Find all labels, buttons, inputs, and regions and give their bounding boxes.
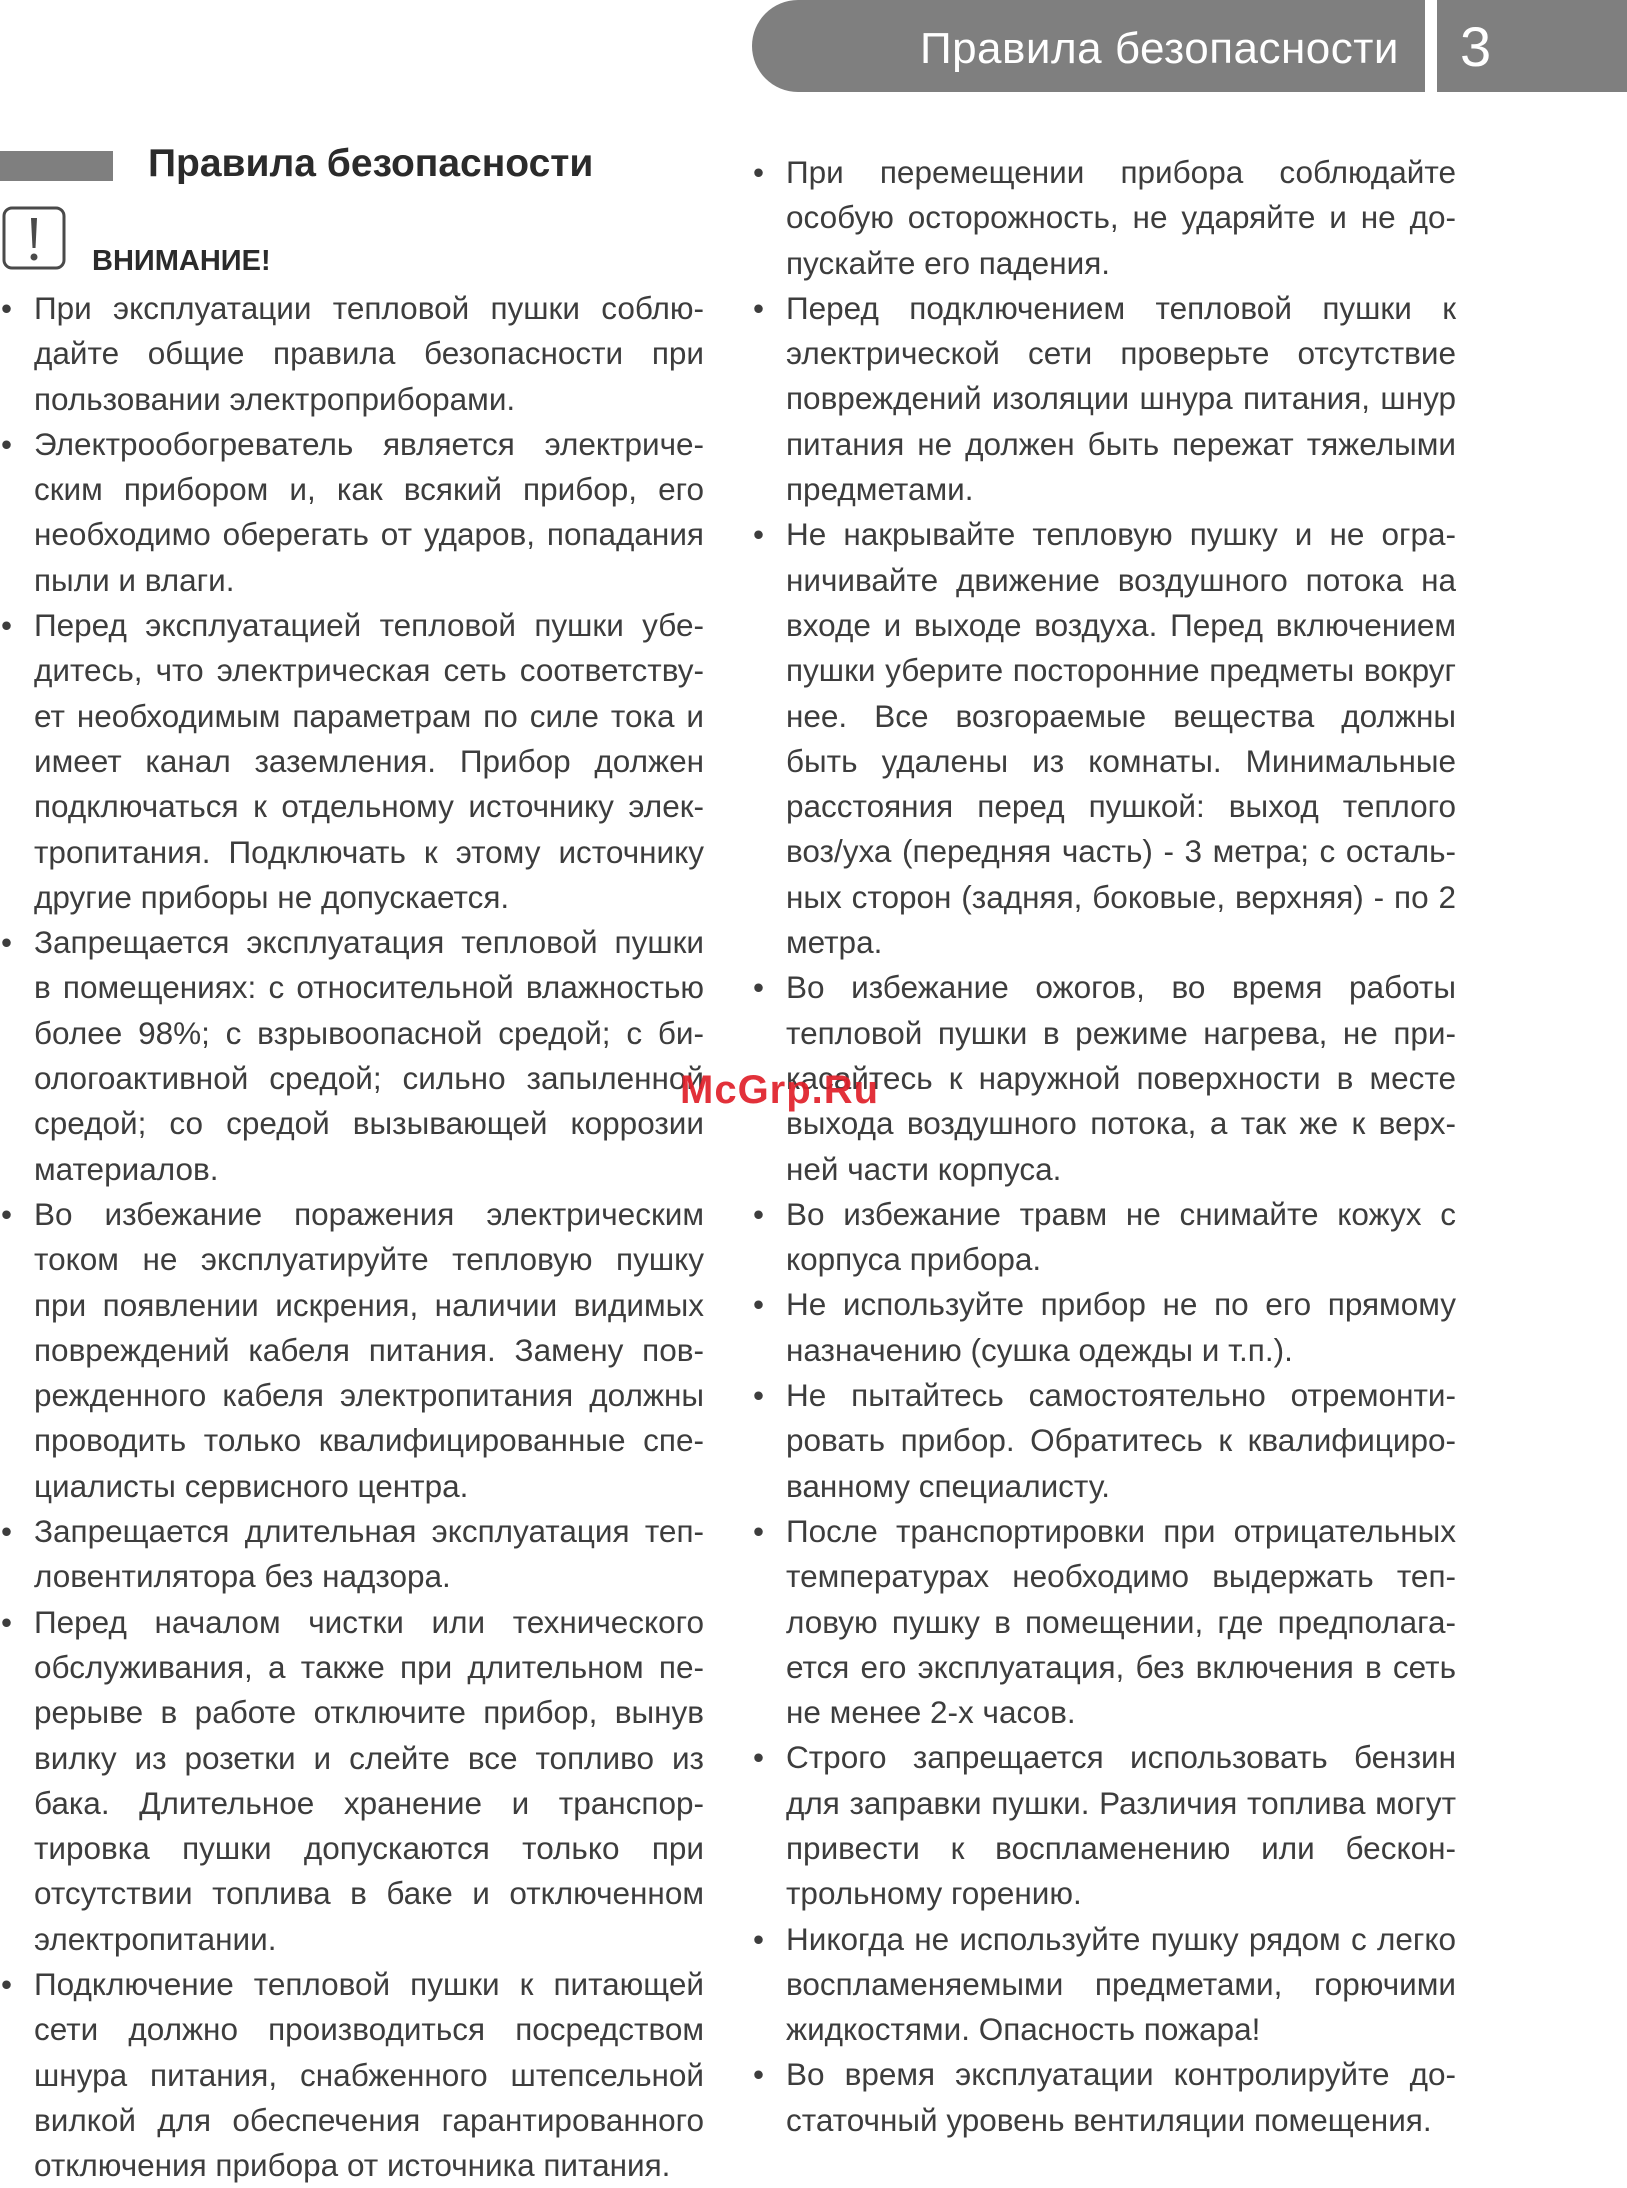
list-item — [0, 1600, 704, 1962]
list-item-text: Во избежание травм не снимайте кожух с корпуса прибора. — [786, 1195, 1456, 1278]
bullet-icon: • — [1, 290, 13, 326]
list-item-text: Не пытайтесь самостоятельно отремонтировать прибор. Обратитесь к квалифицированному специалисту. — [786, 1377, 1456, 1504]
bullet-icon: • — [1, 425, 13, 462]
list-item — [752, 512, 1456, 965]
list-item — [0, 920, 704, 1192]
list-item — [752, 150, 1456, 286]
list-item-text: Запрещается длительная эксплуатация тепловентилятора без надзора. — [34, 1513, 704, 1595]
list-item — [752, 1282, 1456, 1373]
list-item — [752, 286, 1456, 512]
list-item — [752, 1917, 1456, 2053]
list-item-text: Во время эксплуатации контролируйте до-статочный уровень вентиляции помещения. — [786, 2056, 1456, 2138]
list-item-text: При перемещении прибора соблюдайте особую осторожность, не ударяйте и не допускайте его падения. — [786, 154, 1456, 281]
bullet-icon: • — [753, 1739, 765, 1776]
bullet-icon: • — [753, 1286, 765, 1323]
list-item — [752, 1192, 1456, 1283]
list-item-text: Подключение тепловой пушки к питающей сети должно производиться посредством шнура питания, снабженного штепсельной вилкой для обеспечения гарантированного отключения прибора от источника питания. — [34, 1965, 704, 2184]
left-column — [0, 286, 704, 2188]
list-item-text: Никогда не используйте пушку рядом с легко воспламеняемыми предметами, горючими жидкостями. Опасность пожара! — [786, 1920, 1456, 2048]
page-number: 3 — [1460, 15, 1492, 78]
bullet-icon: • — [1, 607, 13, 644]
bullet-icon: • — [1, 1513, 13, 1550]
list-item-text: Перед эксплуатацией тепловой пушки убедитесь, что электрическая сеть соответствует необходимым параметрам по силе тока и имеет канал заземления. Прибор должен подключаться к отдельному источнику электропитания. Подключать к этому источнику другие приборы не допускается. — [34, 607, 704, 915]
bullet-icon: • — [1, 1965, 13, 2002]
header-separator — [1425, 0, 1437, 92]
list-item — [0, 1962, 704, 2188]
list-item-text: После транспортировки при отрицательных температурах необходимо выдержать тепловую пушку в помещении, где предполагается его эксплуатация, без включения в сеть не менее 2-х часов. — [786, 1512, 1456, 1731]
bullet-icon: • — [753, 154, 765, 190]
bullet-icon: • — [1, 1195, 13, 1232]
list-item-text: Не накрывайте тепловую пушку и не ограничивайте движение воздушного потока на входе и выходе воздуха. Перед включением пушки уберите посторонние предметы вокруг нее. Все возгораемые вещества должны быть удалены из комнаты. Минимальные расстояния перед пушкой: выход теплого воз/уха (передняя часть) - 3 метра; с остальных сторон (задняя, боковые, верхняя) - по 2 метра. — [786, 516, 1456, 961]
right-column — [752, 150, 1456, 2143]
list-item — [0, 1192, 704, 1509]
list-item — [752, 1373, 1456, 1509]
header-tab — [752, 0, 1627, 92]
bullet-icon: • — [753, 1195, 765, 1232]
bullet-icon: • — [1, 1603, 13, 1640]
section-title: Правила безопасности — [148, 142, 594, 185]
bullet-icon: • — [753, 1377, 765, 1414]
list-item-text: При эксплуатации тепловой пушки соблюдайте общие правила безопасности при пользовании электроприборами. — [34, 290, 704, 417]
bullet-icon: • — [753, 1512, 765, 1549]
list-item-text: Во избежание ожогов, во время работы тепловой пушки в режиме нагрева, не прикасайтесь к наружной поверхности в месте выхода воздушного потока, а так же к верхней части корпуса. — [786, 969, 1456, 1187]
list-item-text: Перед началом чистки или технического обслуживания, а также при длительном перерыве в работе отключите прибор, вынув вилку из розетки и слейте все топливо из бака. Длительное хранение и транспортировка пушки допускаются только при отсутствии топлива в баке и отключенном электропитании. — [34, 1603, 704, 1957]
list-item-text: Не используйте прибор не по его прямому назначению (сушка одежды и т.п.). — [786, 1286, 1456, 1368]
list-item-text: Запрещается эксплуатация тепловой пушки в помещениях: с относительной влажностью более 98%; с взрывоопасной средой; с биологоактивной средой; сильно запыленной средой; со средой вызывающей коррозии материалов. — [34, 924, 704, 1187]
list-item — [0, 286, 704, 422]
list-item — [0, 1509, 704, 1600]
watermark: McGrp.Ru — [680, 1068, 880, 1112]
list-item — [752, 1509, 1456, 1735]
list-item — [752, 1735, 1456, 1916]
header-title: Правила безопасности — [919, 24, 1399, 73]
list-item-text: Перед подключением тепловой пушки к электрической сети проверьте отсутствие повреждений изоляции шнура питания, шнур питания не должен быть пережат тяжелыми предметами. — [786, 289, 1456, 508]
bullet-icon: • — [753, 969, 765, 1006]
bullet-icon: • — [753, 289, 765, 326]
warning-label: ВНИМАНИЕ! — [92, 245, 271, 277]
list-item-text: Строго запрещается использовать бензин для заправки пушки. Различия топлива могут привести к воспламенению или бесконтрольному горению. — [786, 1739, 1456, 1912]
list-item — [0, 422, 704, 603]
list-item — [752, 2052, 1456, 2143]
section-bar — [0, 151, 113, 181]
list-item-text: Электрообогреватель является электрическим прибором и, как всякий прибор, его необходимо оберегать от ударов, попадания пыли и влаги. — [34, 425, 704, 598]
bullet-icon: • — [753, 2056, 765, 2093]
exclamation-box-icon — [2, 206, 66, 270]
list-item-text: Во избежание поражения электрическим током не эксплуатируйте тепловую пушку при появлении искрения, наличии видимых повреждений кабеля питания. Замену поврежденного кабеля электропитания должны проводить только квалифицированные специалисты сервисного центра. — [34, 1195, 704, 1504]
bullet-icon: • — [753, 1920, 765, 1957]
bullet-icon: • — [1, 924, 13, 961]
bullet-icon: • — [753, 516, 765, 553]
list-item — [0, 603, 704, 920]
